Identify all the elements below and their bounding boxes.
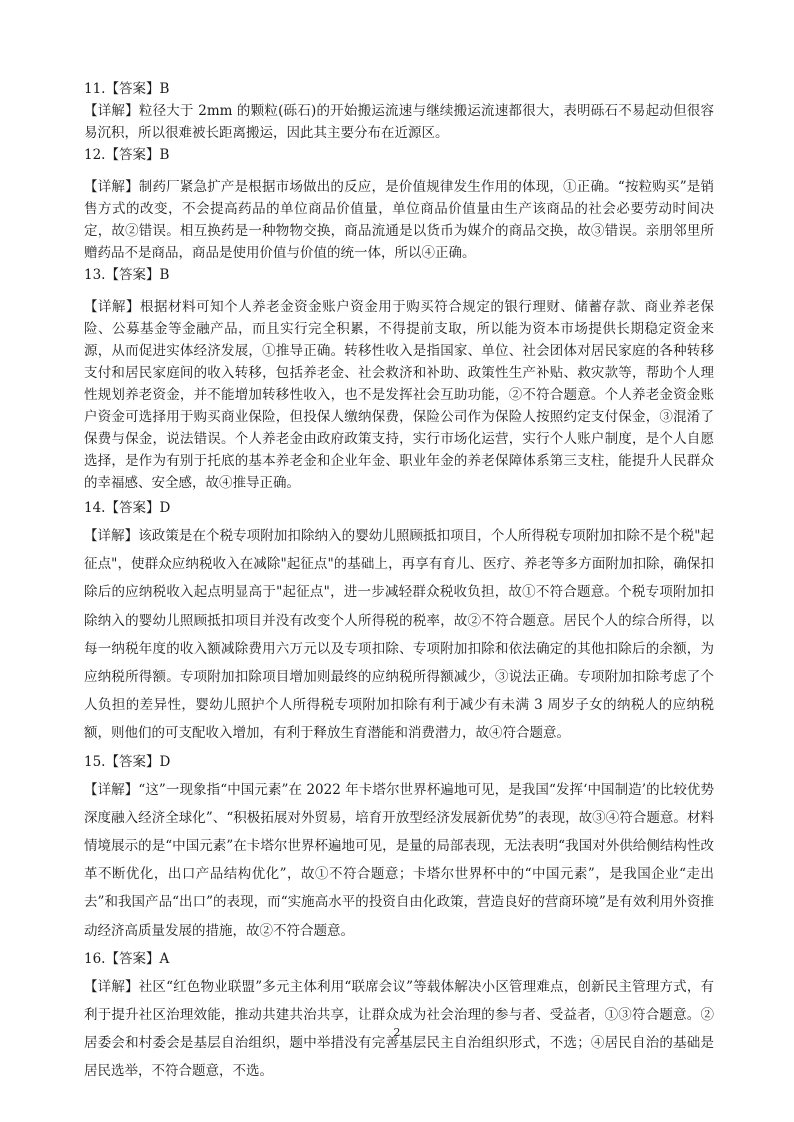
answer-content	[84, 78, 714, 1086]
answer-line: 11.【答案】B	[84, 81, 170, 97]
answer-line: 12.【答案】B	[84, 147, 170, 163]
detail-paragraph: 【详解】制药厂紧急扩产是根据市场做出的反应，是价值规律发生作用的体现，①正确。“按粒购买”是销售方式的改变，不会提高药品的单位商品价值量，单位商品价值量由生产该商品的社会必要劳动时间决定，故②错误。相互换药是一种物物交换，商品流通是以货币为媒介的商品交换，故③错误。亲朋邻里所赠药品不是商品，商品是使用价值与价值的统一体，所以④正确。	[84, 179, 714, 261]
answer-item-16	[84, 945, 714, 1086]
page-number: 2	[393, 1026, 401, 1039]
detail-paragraph: 【详解】“这”一现象指“中国元素”在 2022 年卡塔尔世界杯遍地可见，是我国“发挥‘中国制造’的比较优势深度融入经济全球化”、“积极拓展对外贸易，培育开放型经济发展新优势”的表现，故③④符合题意。材料情境展示的是“中国元素”在卡塔尔世界杯遍地可见，是量的局部表现，无法表明“我国对外供给侧结构性改革不断优化，出口产品结构优化”，故①不符合题意；卡塔尔世界杯中的“中国元素”，是我国企业“走出去”和我国产品“出口”的表现，而“实施高水平的投资自由化政策，营造良好的营商环境”是有效利用外资推动经济高质量发展的措施，故②不符合题意。	[84, 781, 714, 939]
detail-paragraph: 【详解】根据材料可知个人养老金资金账户资金用于购买符合规定的银行理财、储蓄存款、商业养老保险、公募基金等金融产品，而且实行完全积累，不得提前支取，所以能为资本市场提供长期稳定资金来源，从而促进实体经济发展，①推导正确。转移性收入是指国家、单位、社会团体对居民家庭的各种转移支付和居民家庭间的收入转移，包括养老金、社会救济和补助、政策性生产补贴、救灾款等，帮助个人理性规划养老资金，并不能增加转移性收入，也不是发挥社会互助功能，②不符合题意。个人养老金资金账户资金可选择用于购买商业保险，但投保人缴纳保费，保险公司作为保险人按照约定支付保金，③混淆了保费与保金，说法错误。个人养老金由政府政策支持，实行市场化运营，实行个人账户制度，是个人自愿选择，是作为有别于托底的基本养老金和企业年金、职业年金的养老保障体系第三支柱，能提升人民群众的幸福感、安全感，故④推导正确。	[84, 299, 714, 491]
answer-item-12	[84, 144, 714, 264]
answer-line: 15.【答案】D	[84, 753, 171, 770]
detail-paragraph: 【详解】该政策是在个税专项附加扣除纳入的婴幼儿照顾抵扣项目，个人所得税专项附加扣除不是个税"起征点"，使群众应纳税收入在减除"起征点"的基础上，再享有育儿、医疗、养老等多方面附加扣除，确保扣除后的应纳税收入起点明显高于"起征点"，进一步减轻群众税收负担，故①不符合题意。个税专项附加扣除纳入的婴幼儿照顾抵扣项目并没有改变个人所得税的税率，故②不符合题意。居民个人的综合所得，以每一纳税年度的收入额减除费用六万元以及专项扣除、专项附加扣除和依法确定的其他扣除后的余额，为应纳税所得额。专项附加扣除项目增加则最终的应纳税所得额减少，③说法正确。专项附加扣除考虑了个人负担的差异性，婴幼儿照护个人所得税专项附加扣除有利于减少有未满 3 周岁子女的纳税人的应纳税额，则他们的可支配收入增加，有利于释放生育潜能和消费潜力，故④符合题意。	[84, 528, 714, 742]
answer-item-15	[84, 748, 714, 945]
detail-paragraph: 【详解】社区“红色物业联盟”多元主体利用“联席会议”等载体解决小区管理难点，创新民主管理方式，有利于提升社区治理效能，推动共建共治共享，让群众成为社会治理的参与者、受益者，①③符合题意。②居委会和村委会是基层自治组织，题中举措没有完善基层民主自治组织形式，不选；④居民自治的基础是居民选举，不符合题意，不选。	[84, 978, 714, 1080]
answer-line: 13.【答案】B	[84, 267, 170, 283]
answer-item-11	[84, 78, 714, 144]
answer-item-13	[84, 264, 714, 494]
detail-paragraph: 【详解】粒径大于 2mm 的颗粒(砾石)的开始搬运流速与继续搬运流速都很大，表明砾石不易起动但很容易沉积，所以很难被长距离搬运，因此其主要分布在近源区。	[84, 103, 714, 141]
answer-item-14	[84, 494, 714, 748]
answer-line: 14.【答案】D	[84, 500, 171, 516]
answer-line: 16.【答案】A	[84, 950, 170, 967]
